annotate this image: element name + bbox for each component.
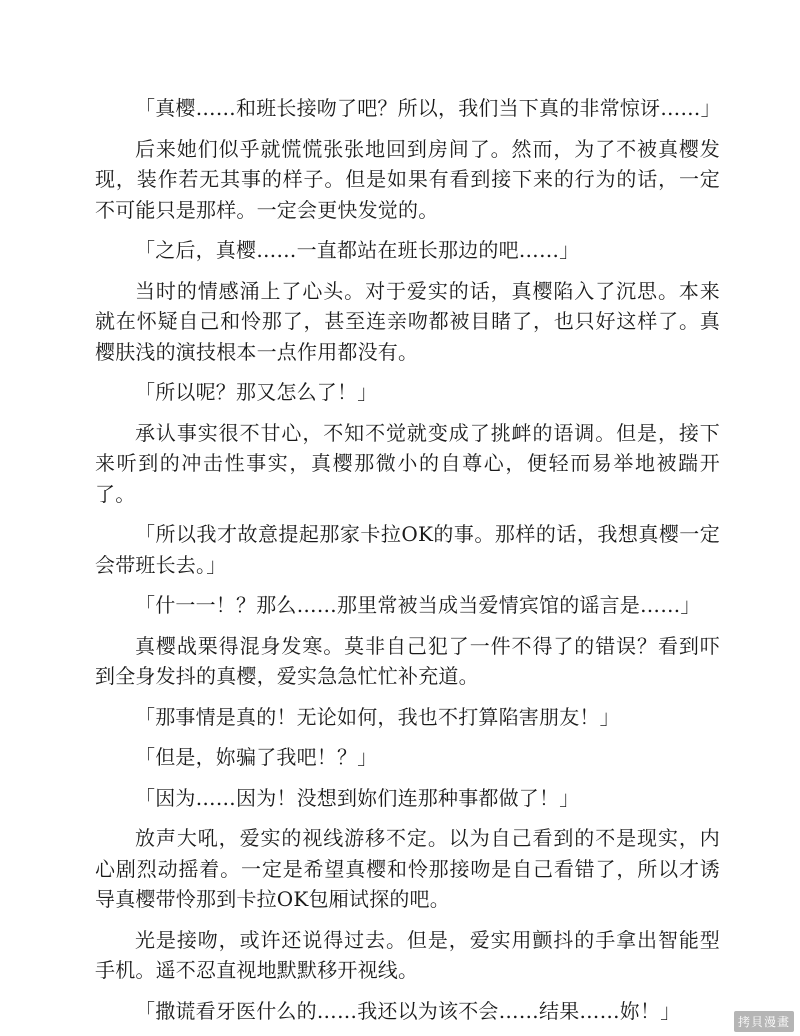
paragraph-8: 「什一一！？那么……那里常被当成当爱情宾馆的谣言是……」 [135,593,701,617]
paragraph-10: 「那事情是真的！无论如何，我也不打算陷害朋友！」 [135,704,620,729]
watermark-logo: 拷貝漫畫 [734,1011,794,1032]
paragraph-9: 真樱战栗得混身发寒。莫非自己犯了一件不得了的错误？看到吓到全身发抖的真樱，爱实急急忙忙补充道。 [95,633,720,688]
paragraph-4: 当时的情感涌上了心头。对于爱实的话，真樱陷入了沉思。本来就在怀疑自己和怜那了，甚至连亲吻都被目睹了，也只好这样了。真樱肤浅的演技根本一点作用都没有。 [95,278,720,364]
paragraph-3: 「之后，真樱……一直都站在班长那边的吧……」 [135,238,580,262]
paragraph-12: 「因为……因为！没想到妳们连那种事都做了！」 [135,785,580,810]
page-body [95,93,720,1036]
paragraph-13: 放声大吼，爱实的视线游移不定。以为自己看到的不是现实，内心剧烈动摇着。一定是希望真樱和怜那接吻是自己看错了，所以才诱导真樱带怜那到卡拉OK包厢试探的吧。 [95,826,720,911]
paragraph-1: 「真樱……和班长接吻了吧？所以，我们当下真的非常惊讶……」 [135,96,721,120]
paragraph-15: 「撒谎看牙医什么的……我还以为该不会……结果……妳！」 [135,998,681,1023]
paragraph-5: 「所以呢？那又怎么了！」 [135,380,378,404]
paragraph-14: 光是接吻，或许还说得过去。但是，爱实用颤抖的手拿出智能型手机。遥不忍直视地默默移开视线。 [95,927,720,982]
paragraph-6: 承认事实很不甘心，不知不觉就变成了挑衅的语调。但是，接下来听到的冲击性事实，真樱那微小的自尊心，便轻而易举地被踹开了。 [95,420,720,506]
paragraph-7: 「所以我才故意提起那家卡拉OK的事。那样的话，我想真樱一定会带班长去。」 [95,522,720,577]
paragraph-11: 「但是，妳骗了我吧！？」 [135,745,378,769]
paragraph-2: 后来她们似乎就慌慌张张地回到房间了。然而，为了不被真樱发现，装作若无其事的样子。但是如果有看到接下来的行为的话，一定不可能只是那样。一定会更快发觉的。 [95,136,720,222]
